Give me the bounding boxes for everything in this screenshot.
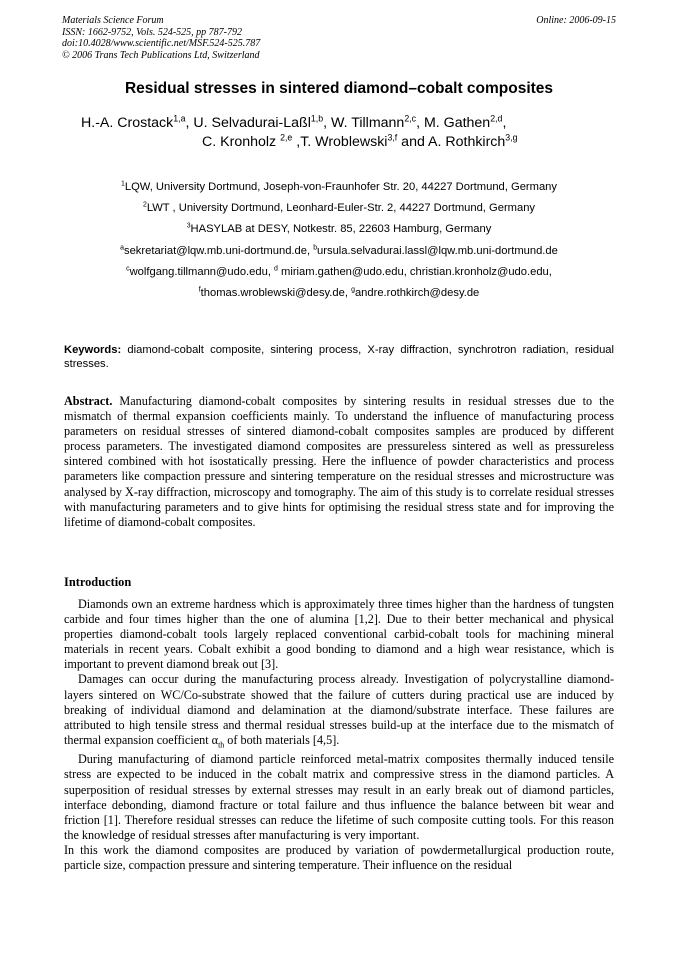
- author-separator: ,: [502, 115, 507, 131]
- author-name: C. Kronholz: [202, 134, 281, 150]
- author-name: A. Rothkirch: [428, 134, 506, 150]
- journal-name: Materials Science Forum: [62, 15, 164, 26]
- copyright-line: © 2006 Trans Tech Publications Ltd, Switzerland: [62, 49, 260, 61]
- introduction-body: [64, 597, 614, 873]
- alpha-subscript: th: [218, 740, 225, 750]
- affiliation-text: LWT , University Dortmund, Leonhard-Euler-Str. 2, 44227 Dortmund, Germany: [146, 202, 536, 214]
- paper-title: Residual stresses in sintered diamond–cobalt composites: [124, 80, 554, 97]
- keywords-text: diamond-cobalt composite, sintering process, X-ray diffraction, synchrotron radiation, residual stresses.: [64, 344, 614, 370]
- author-superscript: 2,c: [404, 113, 417, 124]
- author-superscript: 1,b: [310, 113, 324, 124]
- paragraph: During manufacturing of diamond particle reinforced metal-matrix composites thermally induced tensile stress are expected to be induced in the cobalt matrix and compressive stress in the diamond particles. A superposition of residual stresses by external stresses may result in an early break out of diamond particles, interface debonding, diamond fracture or total failure and thus influence the balance between bit wear and friction [1]. Therefore residual stresses can reduce the lifetime of such composite cutting tools. For this reason the knowledge of residual stresses after manufacturing is very important.: [64, 752, 614, 842]
- keywords-section: [64, 344, 614, 371]
- email-superscript: d: [274, 265, 278, 273]
- affiliation-2: [0, 201, 678, 215]
- affiliation-text: LQW, University Dortmund, Joseph-von-Fraunhofer Str. 20, 44227 Dortmund, Germany: [124, 181, 557, 193]
- paragraph: Diamonds own an extreme hardness which is approximately three times higher than the hardness of tungsten carbide and four times higher than the one of alumina [1,2]. Due to their better mechanical and physical properties diamond-cobalt tools largely replaced conventional carbid-cobalt tools for machining mineral materials in recent years. Cobalt exhibit a good bonding to diamond and a high wear resistance, which is important to prevent diamond break out [3].: [64, 597, 614, 672]
- affiliation-1: [0, 180, 678, 194]
- email-address[interactable]: sekretariat@lqw.mb.uni-dortmund.de,: [123, 245, 314, 257]
- affiliation-text: HASYLAB at DESY, Notkestr. 85, 22603 Hamburg, Germany: [190, 223, 492, 235]
- author-name: U. Selvadurai-Laßl: [193, 115, 311, 131]
- author-line-2: [202, 133, 518, 151]
- author-superscript: 2,d: [490, 113, 503, 124]
- author-separator: ,: [292, 134, 301, 150]
- email-address[interactable]: ursula.selvadurai.lassl@lqw.mb.uni-dortmund.de: [317, 245, 558, 257]
- email-address[interactable]: andre.rothkirch@desy.de: [354, 287, 480, 299]
- author-name: H.-A. Crostack: [81, 115, 174, 131]
- email-address[interactable]: miriam.gathen@udo.edu, christian.kronholz@udo.edu,: [277, 266, 552, 278]
- issn-line: ISSN: 1662-9752, Vols. 524-525, pp 787-792: [62, 26, 242, 38]
- email-line-3: [0, 286, 678, 300]
- email-superscript: c: [126, 265, 130, 273]
- author-name: W. Tillmann: [330, 115, 405, 131]
- email-superscript: a: [120, 244, 124, 252]
- author-name: M. Gathen: [423, 115, 491, 131]
- affiliation-superscript: 2: [142, 201, 147, 209]
- email-address[interactable]: thomas.wroblewski@desy.de,: [200, 287, 352, 299]
- doi-line: doi:10.4028/www.scientific.net/MSF.524-525.787: [62, 38, 261, 49]
- affiliation-superscript: 1: [120, 180, 125, 188]
- keywords-label: Keywords:: [64, 344, 122, 356]
- author-superscript: 3,f: [387, 132, 398, 143]
- abstract-section: [64, 394, 614, 530]
- online-date: Online: 2006-09-15: [536, 15, 616, 26]
- paragraph: [64, 672, 614, 752]
- paragraph-text: Damages can occur during the manufacturing process already. Investigation of polycrystalline diamond-layers sintered on WC/Co-substrate showed that the failure of cutters during practical use are induced by breaking of individual diamond and delamination at the diamond/substrate interface. These failures are attributed to high tensile stress and thermal residual stresses build-up at the interface due to the mismatch of thermal expansion coefficient: [64, 672, 614, 747]
- author-name: T. Wroblewski: [300, 134, 388, 150]
- email-superscript: f: [198, 286, 201, 294]
- paragraph-text: of both materials [4,5].: [224, 732, 340, 747]
- author-separator: ,: [185, 115, 194, 131]
- email-line-2: [0, 265, 678, 279]
- paragraph: In this work the diamond composites are produced by variation of powdermetallurgical production route, particle size, compaction pressure and sintering temperature. Their influence on the residual: [64, 842, 614, 873]
- abstract-text: Manufacturing diamond-cobalt composites by sintering results in residual stresses due to the mismatch of thermal expansion coefficients mainly. To understand the influence of manufacturing process parameters on residual stresses of sintered diamond-cobalt composites samples are produced by different process parameters. The investigated diamond composites are pressureless sintered as well as pressureless sintered combined with hot isostatically pressing. Here the influence of powder characteristics and process parameters like compaction pressure and sintering temperature on the residual stresses and microstructure was analysed by X-ray diffraction, microscopy and tomography. The aim of this study is to correlate residual stresses with manufacturing parameters and to give hints for optimising the residual stress state and for improving the lifetime of diamond-cobalt composites.: [64, 394, 614, 529]
- email-address[interactable]: wolfgang.tillmann@udo.edu,: [129, 266, 275, 278]
- affiliation-superscript: 3: [186, 222, 191, 230]
- author-separator: ,: [416, 115, 424, 131]
- abstract-label: Abstract.: [64, 394, 113, 408]
- alpha-symbol: [211, 732, 225, 750]
- publication-info: [62, 15, 260, 61]
- author-separator: and: [397, 134, 429, 150]
- author-superscript: 2,e: [280, 132, 293, 143]
- author-separator: ,: [323, 115, 331, 131]
- author-superscript: 3,g: [505, 132, 518, 143]
- email-superscript: g: [351, 286, 355, 294]
- author-superscript: 1,a: [173, 113, 186, 124]
- author-line-1: [81, 114, 506, 132]
- email-superscript: b: [313, 244, 318, 252]
- alpha-glyph: α: [211, 732, 219, 747]
- email-line-1: [0, 244, 678, 258]
- affiliation-3: [0, 222, 678, 236]
- introduction-heading: Introduction: [64, 575, 132, 589]
